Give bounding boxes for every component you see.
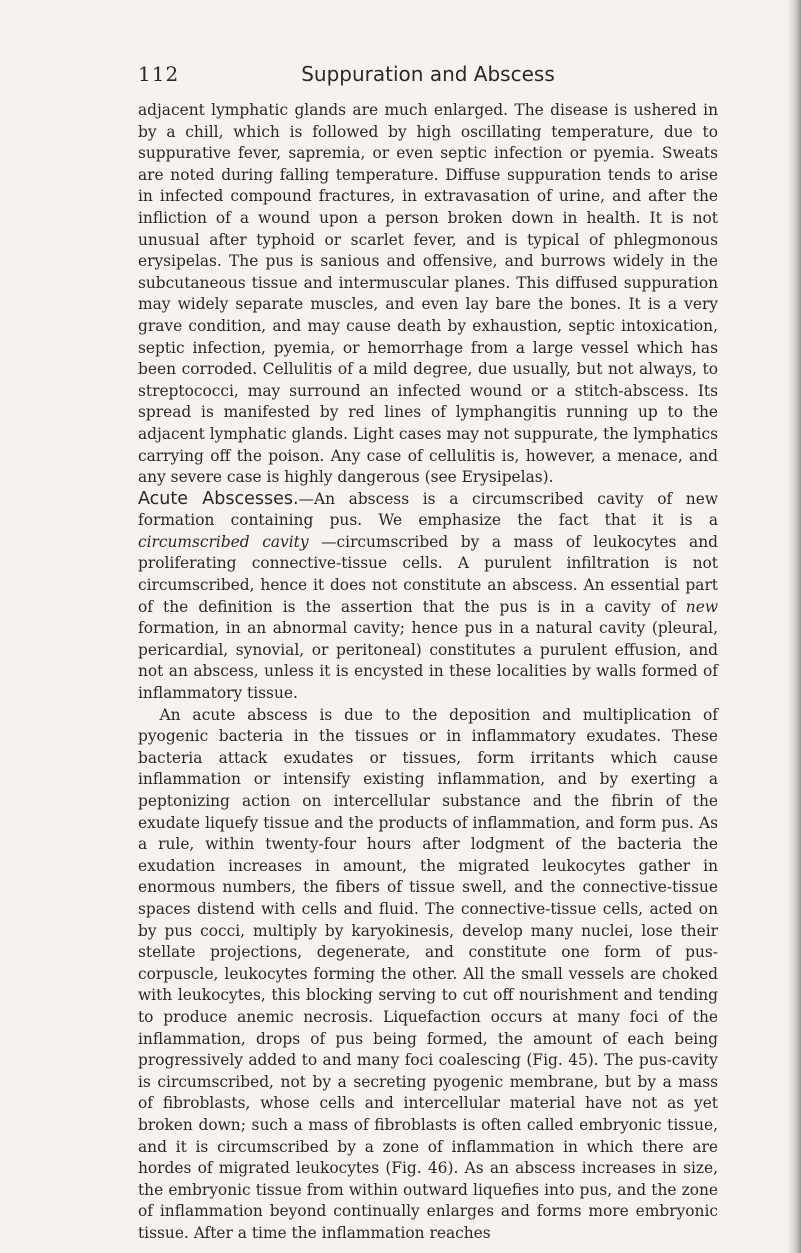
paragraph-text: —An abscess is a circumscribed cavity of new formation containing pus. We emphasize the fact that it is a [138,489,718,530]
page-header [138,62,718,92]
running-title: Suppuration and Abscess [301,62,555,86]
body-text [138,100,718,1244]
section-heading-acute-abscesses: Acute Abscesses. [138,488,299,509]
emphasis-new: new [685,597,718,616]
emphasis-circumscribed-cavity: circumscribed cavity [138,532,309,551]
page-edge-shadow [787,0,801,1253]
paragraph-cellulitis: adjacent lymphatic glands are much enlarged. The disease is ushered in by a chill, which is followed by high oscillating temperature, due to suppurative fever, sapremia, or even septic infection or pyemia. Sweats are noted during falling temperature. Diffuse suppuration tends to arise in infected compound fractures, in extravasation of urine, and after the infliction of a wound upon a person broken down in health. It is not unusual after typhoid or scarlet fever, and is typical of phlegmonous erysipelas. The pus is sanious and offensive, and burrows widely in the subcutaneous tissue and intermuscular planes. This diffused suppuration may widely separate muscles, and even lay bare the bones. It is a very grave condition, and may cause death by exhaustion, septic intoxication, septic infection, pyemia, or hemorrhage from a large vessel which has been corroded. Cellulitis of a mild degree, due usually, but not always, to streptococci, may surround an infected wound or a stitch-abscess. Its spread is manifested by red lines of lymphangitis running up to the adjacent lymphatic glands. Light cases may not suppurate, the lymphatics carrying off the poison. Any case of cellulitis is, however, a menace, and any severe case is highly dangerous (see Erysipelas). [138,101,718,487]
paragraph-text: —circumscribed by a mass of leukocytes and proliferating connective-tissue cells. A purulent infiltration is not circumscribed, hence it does not constitute an abscess. An essential part of the definition is the assertion that the pus is in a cavity of [138,532,718,616]
paragraph-acute-abscesses [138,489,718,705]
paragraph-acute-abscess-formation: An acute abscess is due to the deposition and multiplication of pyogenic bacteria in the tissues or in inflammatory exudates. These bacteria attack exudates or tissues, form irritants which cause inflammation or intensify existing inflammation, and by exerting a peptonizing action on intercellular substance and the fibrin of the exudate liquefy tissue and the products of inflammation, and form pus. As a rule, within twenty-four hours after lodgment of the bacteria the exudation increases in amount, the migrated leukocytes gather in enormous numbers, the fibers of tissue swell, and the connective-tissue spaces distend with cells and fluid. The connective-tissue cells, acted on by pus cocci, multiply by karyokinesis, develop many nuclei, lose their stellate projections, degenerate, and constitute one form of pus-corpuscle, leukocytes forming the other. All the small vessels are choked with leukocytes, this blocking serving to cut off nourishment and tending to produce anemic necrosis. Liquefaction occurs at many foci of the inflammation, drops of pus being formed, the amount of each being progressively added to and many foci coalescing (Fig. 45). The pus-cavity is circumscribed, not by a secreting pyogenic membrane, but by a mass of fibroblasts, whose cells and intercellular material have not as yet broken down; such a mass of fibroblasts is often called embryonic tissue, and it is circumscribed by a zone of inflammation in which there are hordes of migrated leukocytes (Fig. 46). As an abscess increases in size, the embryonic tissue from within outward liquefies into pus, and the zone of inflammation beyond continually enlarges and forms more embryonic tissue. After a time the inflammation reaches [138,705,718,1242]
paragraph-text: formation, in an abnormal cavity; hence pus in a natural cavity (pleural, pericardial, synovial, or peritoneal) constitutes a purulent effusion, and not an abscess, unless it is encysted in these localities by walls formed of inflammatory tissue. [138,619,718,703]
page-number: 112 [138,62,180,86]
